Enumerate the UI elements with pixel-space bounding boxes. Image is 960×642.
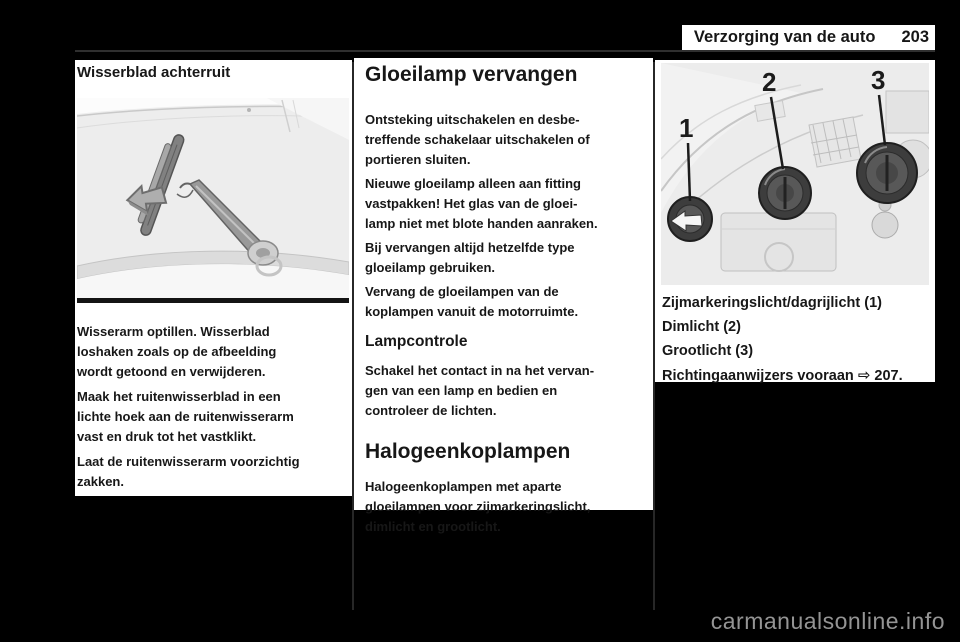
caption-high-beam: Grootlicht (3) bbox=[662, 343, 754, 359]
paragraph: Vervang de gloeilampen van de koplampen vanuit de motorruimte. bbox=[365, 284, 579, 319]
paragraph: Ontsteking uitschakelen en desbe- treffende schakelaar uitschakelen of portieren sluiten. bbox=[365, 112, 590, 167]
caption-low-beam: Dimlicht (2) bbox=[662, 319, 741, 335]
watermark: carmanualsonline.info bbox=[710, 608, 945, 634]
figure-label-2: 2 bbox=[762, 67, 777, 97]
figure-label-3: 3 bbox=[871, 65, 886, 95]
cross-reference-page: 207. bbox=[874, 368, 903, 384]
reference-arrow-icon: ⇨ bbox=[857, 366, 871, 384]
section-heading-bulb-replacement: Gloeilamp vervangen bbox=[365, 63, 578, 86]
subsection-heading-lamp-check: Lampcontrole bbox=[365, 333, 468, 350]
figure-label-1: 1 bbox=[679, 113, 694, 143]
paragraph: Nieuwe gloeilamp alleen aan fitting vastpakken! Het glas van de gloei- lamp niet met blote handen aanraken. bbox=[365, 176, 598, 231]
paragraph: Wisserarm optillen. Wisserblad loshaken zoals op de afbeelding wordt getoond en verwijderen. bbox=[77, 324, 277, 379]
paragraph: Bij vervangen altijd hetzelfde type gloeilamp gebruiken. bbox=[365, 240, 575, 275]
rear-wiper-illustration bbox=[77, 98, 349, 303]
cross-reference bbox=[662, 363, 935, 388]
section-heading-halogen: Halogeenkoplampen bbox=[365, 440, 571, 463]
paragraph: Schakel het contact in na het vervan- gen van een lamp en bedien en controleer de lichten. bbox=[365, 363, 595, 418]
paragraph: Halogeenkoplampen met aparte gloeilampen voor zijmarkeringslicht, dimlicht en grootlicht. bbox=[365, 479, 591, 534]
section-heading-wiper: Wisserblad achterruit bbox=[77, 64, 231, 81]
wiper-instructions bbox=[75, 322, 352, 492]
figure-captions bbox=[655, 291, 935, 388]
page-number: 203 bbox=[901, 28, 929, 46]
left-column bbox=[75, 60, 352, 496]
headlamp-bulb-locations-illustration bbox=[661, 63, 929, 285]
middle-column bbox=[354, 58, 653, 534]
chapter-title: Verzorging van de auto bbox=[693, 28, 876, 46]
paragraph: Maak het ruitenwisserblad in een lichte hoek aan de ruitenwisserarm vast en druk tot het vastklikt. bbox=[77, 389, 294, 444]
caption-side-marker: Zijmarkeringslicht/dagrijlicht (1) bbox=[662, 295, 882, 311]
paragraph: Laat de ruitenwisserarm voorzichtig zakken. bbox=[77, 454, 300, 489]
right-column bbox=[655, 60, 935, 382]
header-rule bbox=[75, 50, 935, 52]
page-header bbox=[682, 25, 935, 51]
cross-reference-text: Richtingaanwijzers vooraan bbox=[662, 368, 854, 384]
